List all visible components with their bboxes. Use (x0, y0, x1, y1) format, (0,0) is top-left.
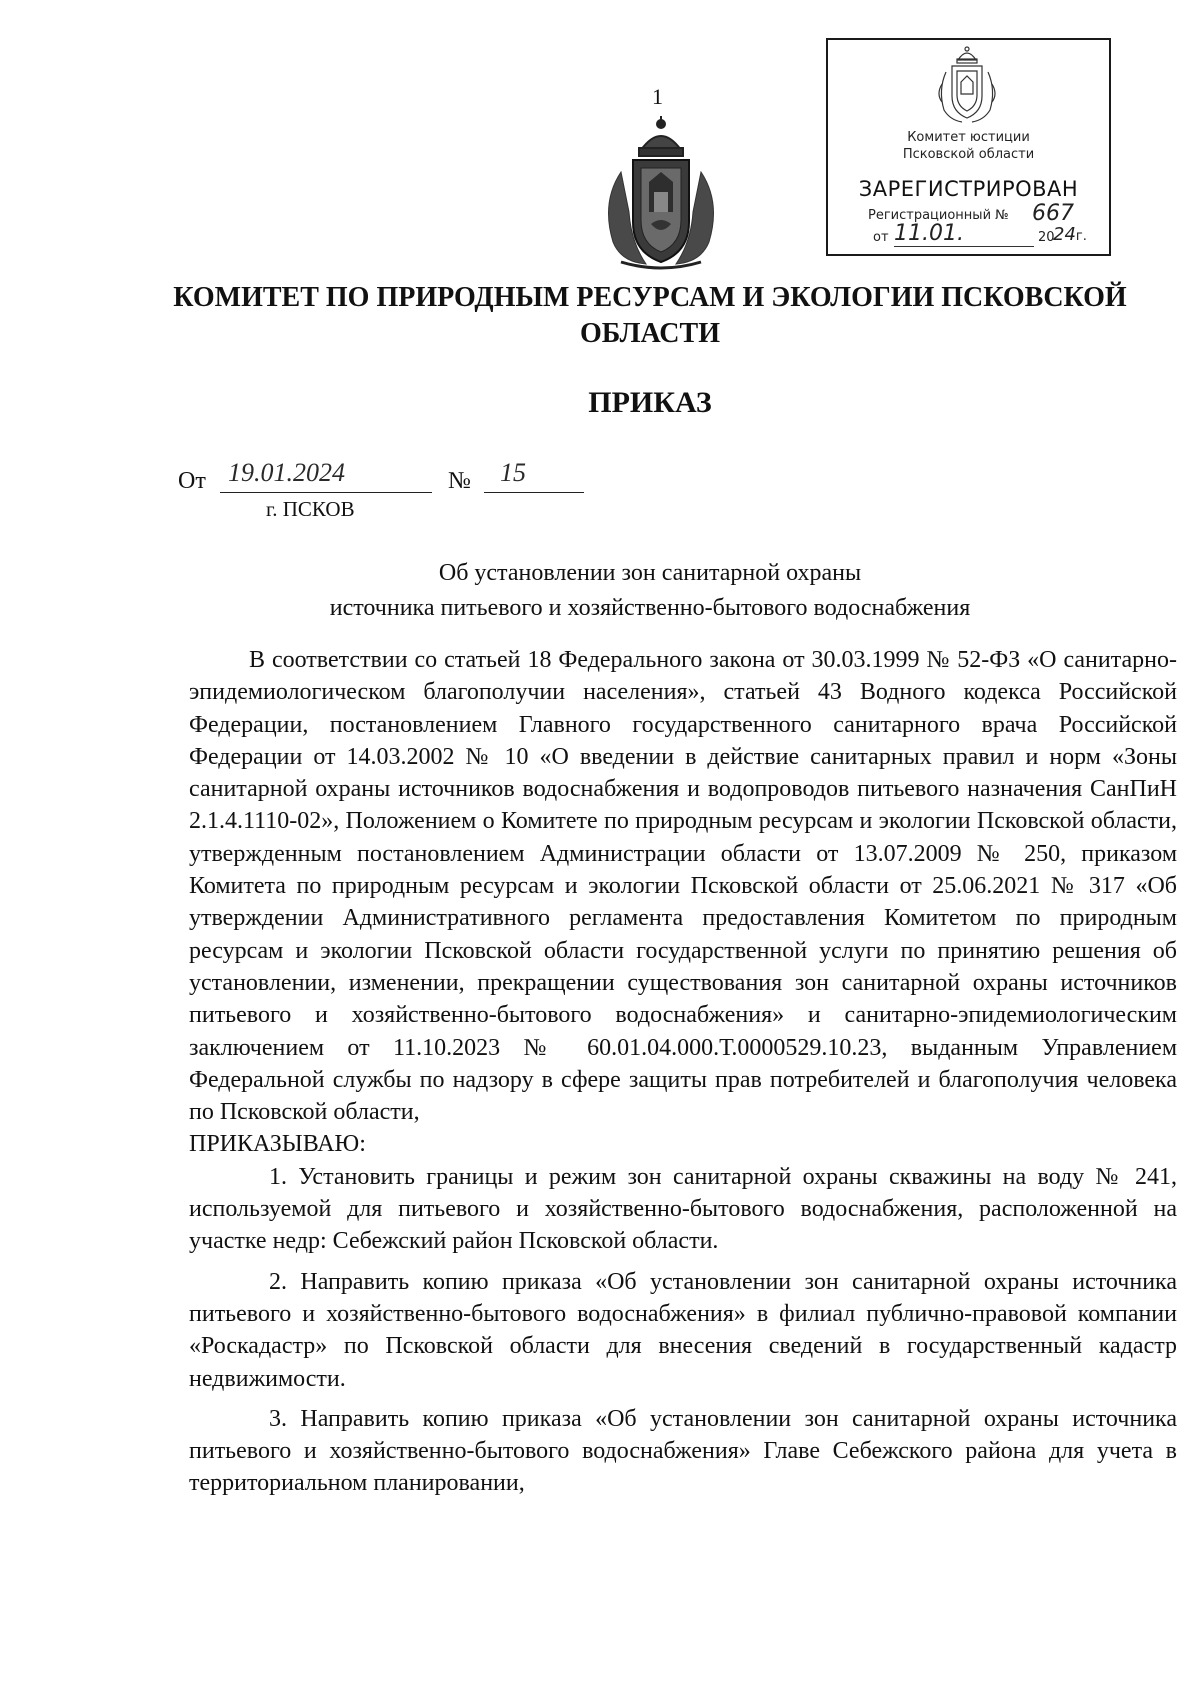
coat-of-arms-emblem (591, 112, 731, 272)
order-city: г. ПСКОВ (266, 497, 355, 521)
order-subject (150, 556, 1150, 626)
page-number: 1 (652, 84, 663, 109)
stamp-date-value: 11.01. (894, 222, 1034, 247)
stamp-year-number: 24 (1053, 224, 1076, 245)
registration-stamp (826, 38, 1111, 256)
stamp-year-suffix: 20 (1038, 230, 1055, 245)
preamble-paragraph: В соответствии со статьей 18 Федерального закона от 30.03.1999 № 52-ФЗ «О санитарно-эпидемиологическом благополучии населения», статьей 43 Водного кодекса Российской Федерации, постановлением Главного государственного санитарного врача Российской Федерации от 14.03.2002 № 10 «О введении в действие санитарных правил и норм «Зоны санитарной охраны источников водоснабжения и водопроводов питьевого назначения СанПиН 2.1.4.1110-02», Положением о Комитете по природным ресурсам и экологии Псковской области, утвержденным постановлением Администрации области от 13.07.2009 № 250, приказом Комитета по природным ресурсам и экологии Псковской области от 25.06.2021 № 317 «Об утверждении Административного регламента предоставления Комитетом по природным ресурсам и экологии Псковской области государственной услуги по принятию решения об установлении, изменении, прекращении существования зон санитарной охраны источников питьевого и хозяйственно-бытового водоснабжения» и санитарно-эпидемиологическим заключением от 11.10.2023 № 60.01.04.000.Т.0000529.10.23, выданным Управлением Федеральной службы по надзору в сфере защиты прав потребителей и благополучия человека по Псковской области, (189, 647, 1177, 1126)
stamp-emblem (932, 44, 1002, 126)
order-date: 19.01.2024 (228, 458, 345, 487)
order-item-3: 3. Направить копию приказа «Об установлении зон санитарной охраны источника питьевого и хозяйственно-бытового водоснабжения» Главе Себежского района для учета в территориальном планировании, (189, 1405, 1177, 1497)
order-subject-line1: Об установлении зон санитарной охраны (438, 560, 862, 586)
stamp-org-line1: Комитет юстиции (907, 130, 1030, 145)
stamp-year-value (1053, 224, 1087, 245)
order-item-1: 1. Установить границы и режим зон санитарной охраны скважины на воду № 241, используемой для питьевого и хозяйственно-бытового водоснабжения, расположенной на участке недр: Себежский район Псковской области. (189, 1163, 1177, 1255)
order-from-label: От (178, 468, 206, 494)
order-body (189, 644, 1177, 1500)
order-item-2: 2. Направить копию приказа «Об установлении зон санитарной охраны источника питьевого и хозяйственно-бытового водоснабжения» в филиал публично-правовой компании «Роскадастр» по Псковской области для внесения сведений в государственный кадастр недвижимости. (189, 1268, 1177, 1392)
order-word: ПРИКАЗЫВАЮ: (189, 1131, 366, 1158)
stamp-status: ЗАРЕГИСТРИРОВАН (858, 177, 1079, 201)
stamp-organization (828, 129, 1109, 163)
organization-title-line1: КОМИТЕТ ПО ПРИРОДНЫМ РЕСУРСАМ И ЭКОЛОГИИ ПСКОВСКОЙ (173, 282, 1127, 313)
stamp-year-end: г. (1075, 229, 1087, 244)
order-date-field (220, 458, 432, 493)
order-number-field (484, 458, 584, 493)
stamp-reg-label: Регистрационный № (868, 208, 1009, 223)
organization-title (150, 280, 1150, 352)
order-number: 15 (500, 458, 526, 487)
stamp-date-prefix: от (873, 230, 889, 245)
stamp-org-line2: Псковской области (902, 147, 1035, 162)
order-number-label: № (448, 468, 471, 494)
order-subject-line2: источника питьевого и хозяйственно-бытового водоснабжения (329, 595, 971, 621)
stamp-reg-number: 667 (1032, 201, 1074, 226)
organization-title-line2: ОБЛАСТИ (580, 318, 720, 349)
document-type: ПРИКАЗ (588, 386, 712, 419)
